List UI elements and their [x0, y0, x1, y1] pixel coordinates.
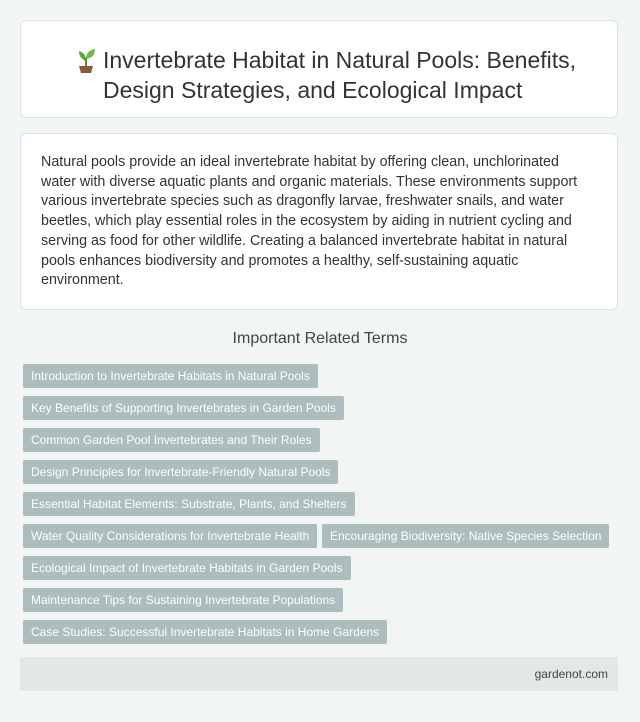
- footer: [20, 657, 618, 691]
- related-term-tag[interactable]: Design Principles for Invertebrate-Friendly Natural Pools: [23, 460, 338, 484]
- summary-card: [20, 133, 618, 310]
- related-term-tag[interactable]: Common Garden Pool Invertebrates and Their Roles: [23, 428, 320, 452]
- related-term-tag[interactable]: Introduction to Invertebrate Habitats in Natural Pools: [23, 364, 318, 388]
- page-title: Invertebrate Habitat in Natural Pools: Benefits, Design Strategies, and Ecological Impact: [103, 47, 577, 103]
- title-card: [20, 20, 618, 118]
- related-term-tag[interactable]: Ecological Impact of Invertebrate Habitats in Garden Pools: [23, 556, 351, 580]
- related-term-tag[interactable]: Essential Habitat Elements: Substrate, Plants, and Shelters: [23, 492, 355, 516]
- related-terms-heading: Important Related Terms: [232, 330, 408, 347]
- related-term-tag[interactable]: Key Benefits of Supporting Invertebrates in Garden Pools: [23, 396, 344, 420]
- related-term-tag[interactable]: Case Studies: Successful Invertebrate Habitats in Home Gardens: [23, 620, 387, 644]
- footer-site-link[interactable]: gardenot.com: [534, 667, 608, 681]
- summary-paragraph: Natural pools provide an ideal invertebrate habitat by offering clean, unchlorinated water with diverse aquatic plants and organic materials. These environments support various invertebrate species such as dragonfly larvae, freshwater snails, and water beetles, which play essential roles in the ecosystem by aiding in nutrient cycling and serving as food for other wildlife. Creating a balanced invertebrate habitat in natural pools enhances biodiversity and promotes a healthy, self-sustaining aquatic environment.: [41, 154, 578, 289]
- seedling-icon: [71, 45, 101, 75]
- related-term-tag[interactable]: Water Quality Considerations for Invertebrate Health: [23, 524, 317, 548]
- related-term-tag[interactable]: Maintenance Tips for Sustaining Invertebrate Populations: [23, 588, 343, 612]
- related-term-tag[interactable]: Encouraging Biodiversity: Native Species Selection: [322, 524, 609, 548]
